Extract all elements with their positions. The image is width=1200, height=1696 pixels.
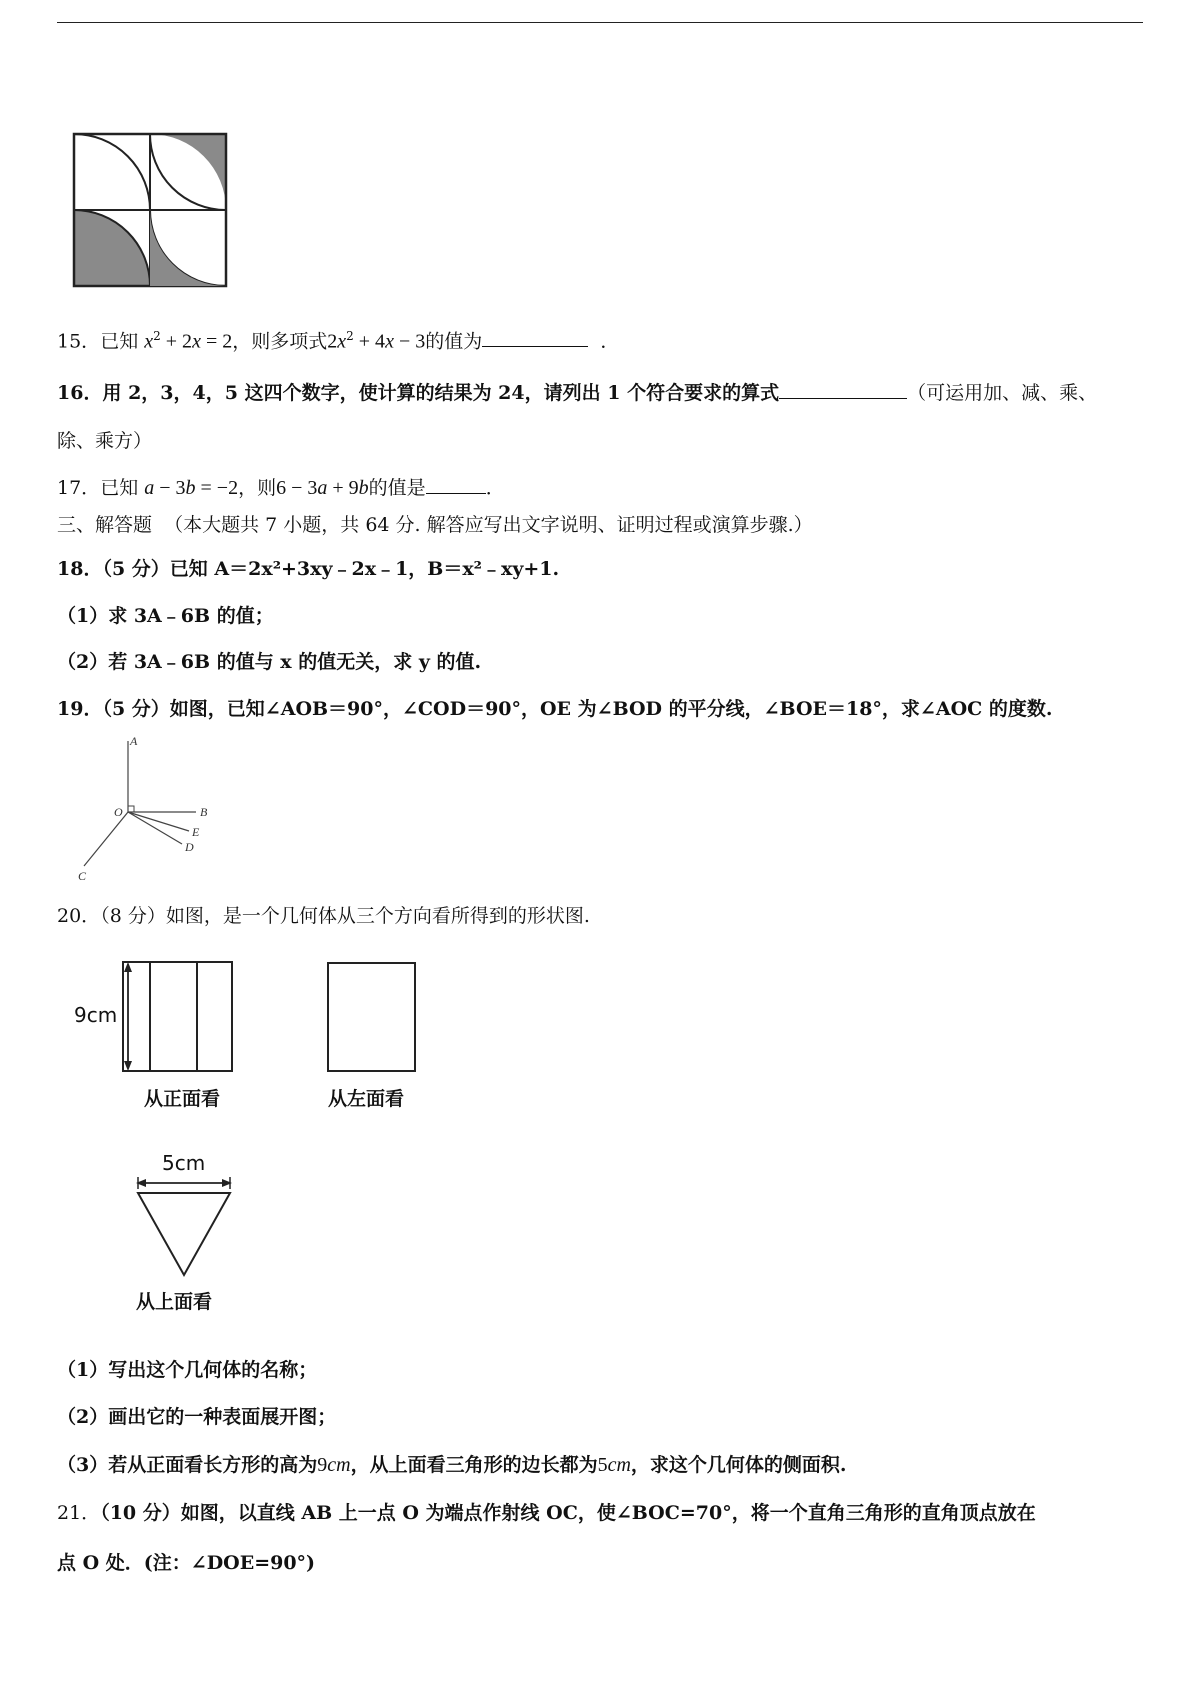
caption-top: 从上面看 [136, 1291, 213, 1313]
caption-left: 从左面看 [328, 1088, 405, 1110]
question-16-cont: 除、乘方） [57, 430, 153, 452]
label-A: A [130, 734, 138, 748]
question-20-part-2: （2）画出它的一种表面展开图； [57, 1406, 337, 1428]
label-B: B [200, 805, 208, 819]
angle-diagram [72, 735, 222, 885]
question-18-part-2: （2）若 3A﹣6B 的值与 x 的值无关，求 y 的值. [57, 651, 482, 673]
label-C: C [78, 869, 87, 883]
question-18: 18．（5 分）已知 A＝2x²+3xy﹣2x﹣1，B＝x²﹣xy+1. [57, 558, 560, 580]
question-19: 19．（5 分）如图，已知∠AOB＝90°，∠COD＝90°，OE 为∠BOD 的平分线，∠BOE＝18°，求∠AOC 的度数. [57, 698, 1053, 720]
label-E: E [192, 825, 200, 839]
section-3-heading: 三、解答题 （本大题共 7 小题，共 64 分. 解答应写出文字说明、证明过程或演算步骤.） [57, 514, 813, 536]
answer-blank[interactable] [779, 380, 907, 399]
question-20: 20．（8 分）如图，是一个几何体从三个方向看所得到的形状图. [57, 905, 590, 927]
caption-front: 从正面看 [144, 1088, 221, 1110]
header-rule [57, 22, 1143, 23]
answer-blank[interactable] [482, 328, 588, 347]
question-20-part-1: （1）写出这个几何体的名称； [57, 1359, 318, 1381]
question-21: 21．（10 分）如图，以直线 AB 上一点 O 为端点作射线 OC，使∠BOC=70°，将一个直角三角形的直角顶点放在 [57, 1502, 1036, 1524]
label-O: O [114, 805, 123, 819]
question-18-part-1: （1）求 3A﹣6B 的值； [57, 605, 274, 627]
dim-width: 5cm [162, 1151, 206, 1175]
answer-blank[interactable] [426, 475, 486, 494]
question-15: 15．已知 $x^2 + 2x = 2$，则多项式$2x^2 + 4x - 3$的值为 ． [57, 329, 620, 353]
label-D: D [185, 840, 194, 854]
three-views-figure [70, 955, 450, 1320]
dim-height: 9cm [74, 1003, 118, 1027]
question-20-part-3: （3）若从正面看长方形的高为9cm，从上面看三角形的边长都为5cm，求这个几何体的侧面积. [57, 1454, 847, 1476]
pinwheel-figure [72, 132, 228, 288]
question-16: 16．用 2，3，4，5 这四个数字，使计算的结果为 24，请列出 1 个符合要求的算式 （可运用加、减、乘、 [57, 382, 1098, 404]
question-21-cont: 点 O 处．(注：∠DOE=90°) [57, 1552, 316, 1574]
question-17: 17．已知 a − 3b = −2，则6 − 3a + 9b的值是 ． [57, 477, 505, 499]
